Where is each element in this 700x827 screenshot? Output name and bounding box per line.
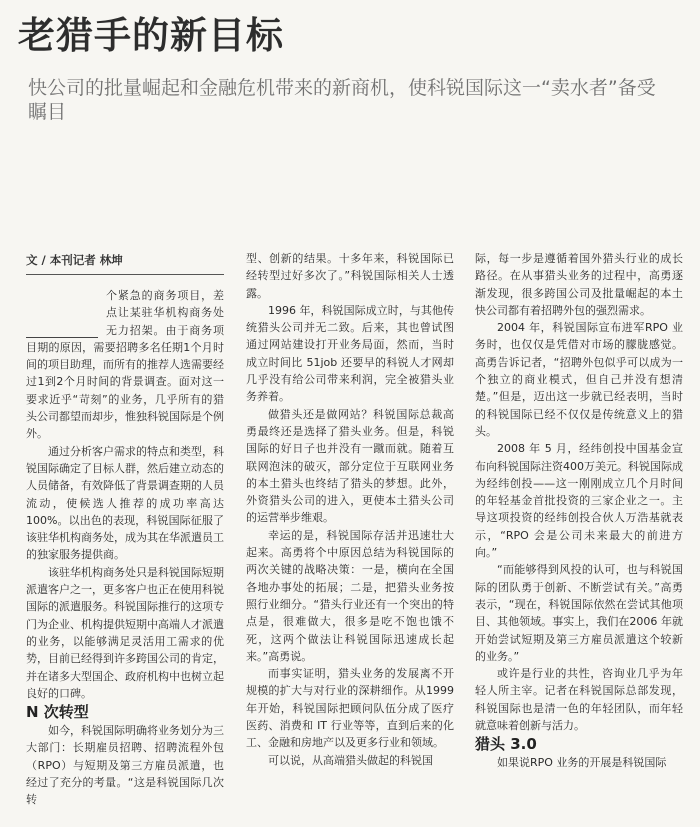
paragraph: 个紧急的商务项目，差点让某驻华机构商务处无力招架。由于商务项目期的原因，需要招聘多名任期1个月时间的项目助理，而所有的推荐人选需要经过1到2个月时间的背景调查。面对这一要求近乎“苛刻”的业务，几乎所有的猎头公司都望而却步，惟独科锐国际是个例外。 <box>26 289 224 441</box>
paragraph: 做猎头还是做网站？科锐国际总裁高勇最终还是选择了猎头业务。但是，科锐国际的好日子也并没有一蹴而就。随着互联网泡沫的破灭，部分定位于互联网业务的本土猎头也终结了猎头的梦想。此外，外资猎头公司的进入，更使本土猎头公司的运营举步维艰。 <box>246 407 454 525</box>
paragraph: 幸运的是，科锐国际存活并迅速壮大起来。高勇将个中原因总结为科锐国际的两次关键的战略决策：一是，横向在全国各地办事处的拓展；二是，把猎头业务按照行业细分。“猎头行业还有一个突出的特点是，很难做大，很多是吃不饱也饿不死，这两个做法让科锐国际迅速成长起来。”高勇说。 <box>246 528 454 663</box>
paragraph: 1996 年，科锐国际成立时，与其他传统猎头公司并无二致。后来，其也曾试图通过网站建设打开业务局面，然而，当时成立时间比 51job 还要早的科锐人才网却几乎没有给公司带来利润，完全被猎头业务养着。 <box>246 303 454 404</box>
column-3 <box>475 250 683 827</box>
paragraph: 或许是行业的共性，咨询业几乎为年轻人所主宰。记者在科锐国际总部发现，科锐国际也是清一色的年轻团队，而年轻就意味着创新与活力。 <box>475 667 683 733</box>
paragraph: 如果说RPO 业务的开展是科锐国际 <box>497 756 667 770</box>
paragraph: 可以说，从高端猎头做起的科锐国 <box>268 753 433 767</box>
paragraph: 2004 年，科锐国际宣布进军RPO 业务时，也仅仅是凭借对市场的朦胧感觉。高勇告诉记者，“招聘外包似乎可以成为一个独立的商业模式，但自己并没有想清楚。”但是，迈出这一步就已经表明，当时的科锐国际已经不仅仅是传统意义上的猎头。 <box>475 321 683 438</box>
paragraph: 而事实证明，猎头业务的发展离不开规模的扩大与对行业的深耕细作。从1999 年开始，科锐国际把顾问队伍分成了医疗医药、消费和 IT 行业等等，直到后来的化工、金融和房地产以及更多行业和领域。 <box>246 667 454 750</box>
drop-cap-space <box>26 287 104 335</box>
paragraph: 际，每一步是遵循着国外猎头行业的成长路径。在从事猎头业务的过程中，高勇逐渐发现，很多跨国公司及批量崛起的本土快公司都有着招聘外包的强烈需求。 <box>475 252 683 317</box>
paragraph: 型、创新的结果。十多年来，科锐国际已经转型过好多次了。”科锐国际相关人士透露。 <box>246 252 454 300</box>
section-heading: N 次转型 <box>26 703 89 722</box>
section-heading: 猎头 3.0 <box>475 735 537 754</box>
article-title: 老猎手的新目标 <box>18 14 284 57</box>
article-deck: 快公司的批量崛起和金融危机带来的新商机，使科锐国际这一“卖水者”备受瞩目 <box>28 77 656 123</box>
paragraph: 该驻华机构商务处只是科锐国际短期派遣客户之一，更多客户也正在使用科锐国际的派遣服务。科锐国际推行的这项专门为企业、机构提供短期中高端人才派遣的业务，以能够满足灵活用工需求的优势，目前已经得到许多跨国公司的肯定，并在诸多大型国企、政府机构中也树立起良好的口碑。 <box>26 565 224 700</box>
drop-cap-rule <box>26 337 98 338</box>
paragraph: 如今，科锐国际明确将业务划分为三大部门：长期雇员招聘、招聘流程外包（RPO）与短期及第三方雇员派遣，也经过了充分的考量。“这是科锐国际几次转 <box>26 724 224 807</box>
byline: 文 / 本刊记者 林坤 <box>26 252 224 275</box>
paragraph: 2008 年 5 月，经纬创投中国基金宣布向科锐国际注资400万美元。科锐国际成为经纬创投——这一刚刚成立几个月时间的年轻基金首批投资的三家企业之一。主导这项投资的经纬创投合伙人万浩基就表示，“RPO 会是公司未来最大的前进方向。” <box>475 442 683 560</box>
paragraph: 通过分析客户需求的特点和类型，科锐国际确定了目标人群，然后建立动态的人员储备，有效降低了背景调查期的人员流动，使候选人推荐的成功率高达100%。以出色的表现，科锐国际征服了该驻华机构商务处，成为其在华派遣员工的独家服务提供商。 <box>26 444 224 562</box>
column-1 <box>26 287 224 827</box>
paragraph: “而能够得到风投的认可，也与科锐国际的团队勇于创新、不断尝试有关。”高勇表示，“现在，科锐国际依然在尝试其他项目、其他领域。事实上，我们在2006 年就开始尝试短期及第三方雇员派遣这个较新的业务。” <box>475 563 683 663</box>
column-2 <box>246 250 454 827</box>
